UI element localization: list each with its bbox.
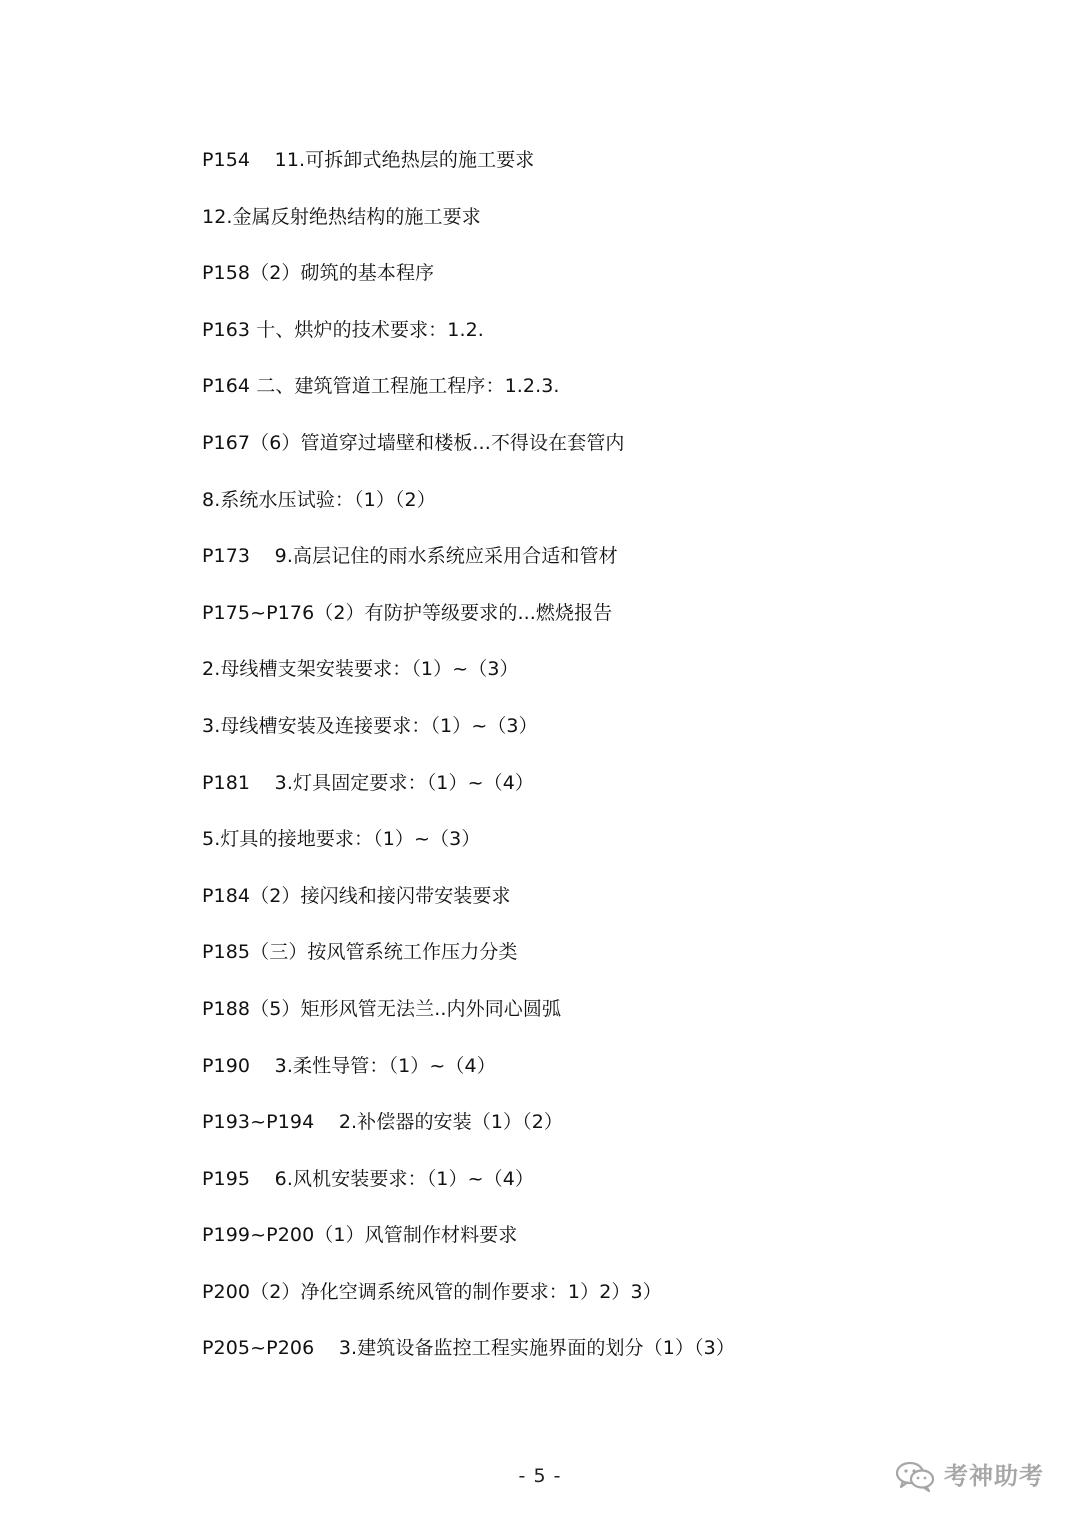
outline-line-7: 8.系统水压试验：（1）（2） [202, 488, 436, 511]
watermark-text: 考神助考 [944, 1462, 1044, 1490]
outline-line-8: P173 9.高层记住的雨水系统应采用合适和管材 [202, 545, 618, 568]
outline-line-9: P175~P176（2）有防护等级要求的...燃烧报告 [202, 601, 613, 624]
outline-line-20: P199~P200（1）风管制作材料要求 [202, 1224, 518, 1247]
outline-line-16: P188（5）矩形风管无法兰..内外同心圆弧 [202, 997, 562, 1020]
outline-line-18: P193~P194 2.补偿器的安装（1）（2） [202, 1111, 564, 1134]
outline-line-11: 3.母线槽安装及连接要求：（1）~（3） [202, 714, 538, 737]
outline-line-6: P167（6）管道穿过墙壁和楼板...不得设在套管内 [202, 431, 625, 454]
outline-line-17: P190 3.柔性导管：（1）~（4） [202, 1054, 496, 1077]
outline-line-21: P200（2）净化空调系统风管的制作要求：1）2）3） [202, 1280, 662, 1303]
outline-line-22: P205~P206 3.建筑设备监控工程实施界面的划分（1）（3） [202, 1337, 735, 1360]
outline-line-10: 2.母线槽支架安装要求：（1）~（3） [202, 658, 519, 681]
wechat-icon [894, 1459, 936, 1493]
outline-line-19: P195 6.风机安装要求：（1）~（4） [202, 1167, 535, 1190]
outline-line-14: P184（2）接闪线和接闪带安装要求 [202, 884, 511, 907]
page-number: - 5 - [518, 1465, 562, 1487]
outline-line-15: P185（三）按风管系统工作压力分类 [202, 941, 518, 964]
outline-line-4: P163 十、烘炉的技术要求：1.2. [202, 318, 484, 341]
outline-line-1: P154 11.可拆卸式绝热层的施工要求 [202, 149, 535, 171]
watermark [894, 1456, 1044, 1496]
outline-line-5: P164 二、建筑管道工程施工程序：1.2.3. [202, 375, 560, 398]
outline-line-2: 12.金属反射绝热结构的施工要求 [202, 205, 481, 228]
outline-line-3: P158（2）砌筑的基本程序 [202, 262, 435, 285]
outline-line-12: P181 3.灯具固定要求：（1）~（4） [202, 771, 535, 794]
outline-list [202, 144, 1022, 1389]
outline-line-13: 5.灯具的接地要求：（1）~（3） [202, 828, 481, 851]
